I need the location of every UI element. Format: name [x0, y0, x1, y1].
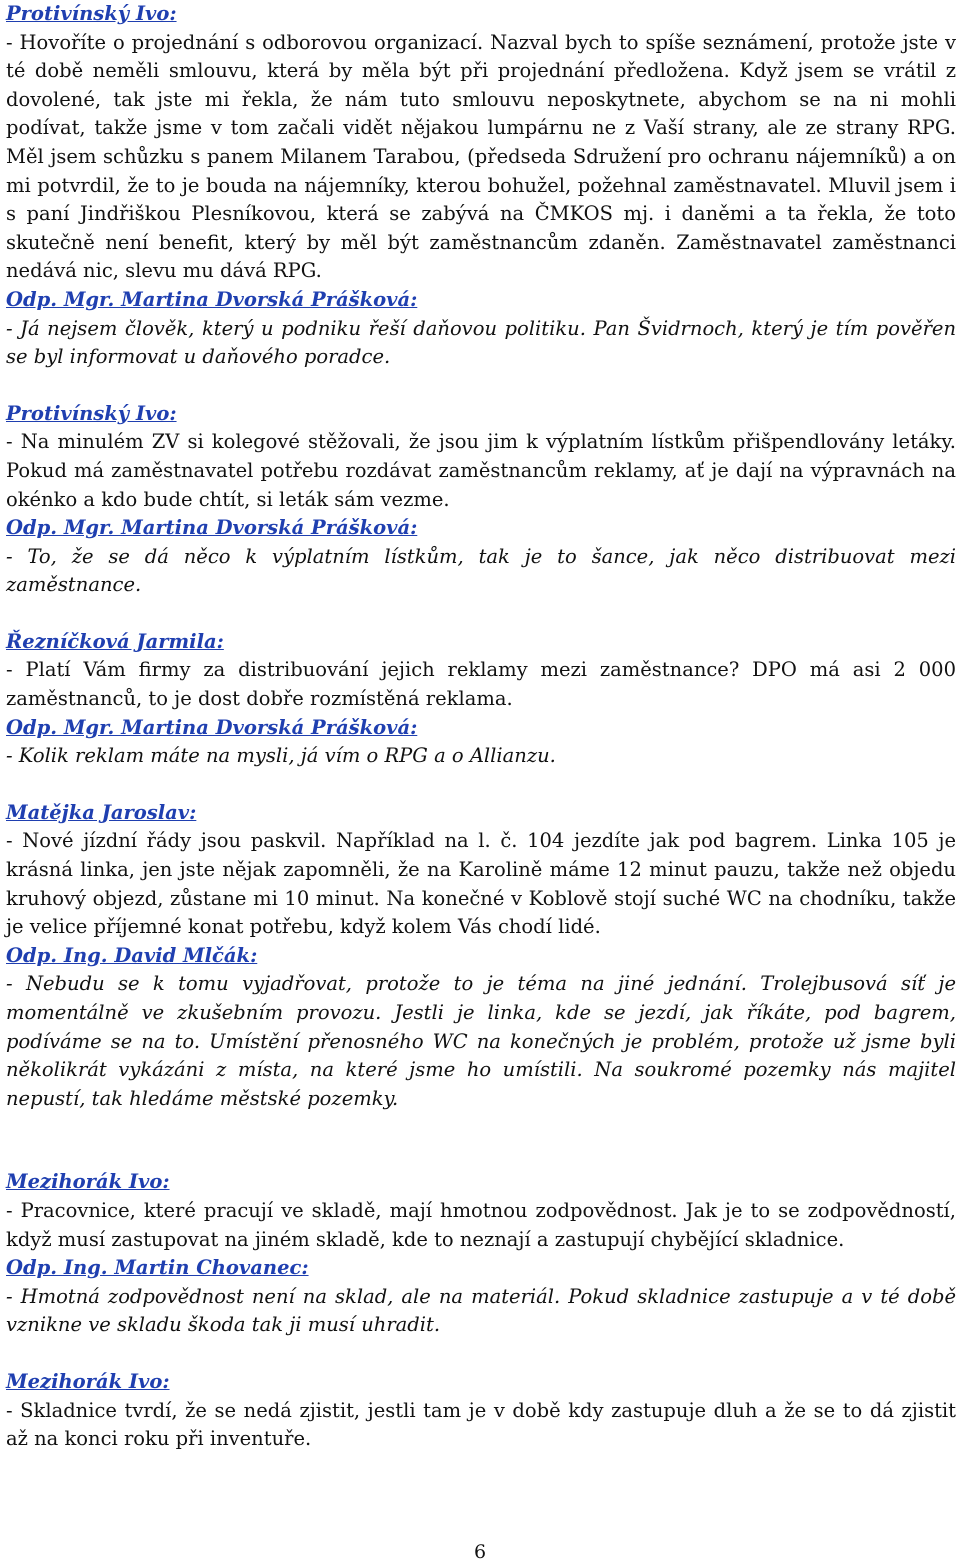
speaker-statement: - Skladnice tvrdí, že se nedá zjistit, jestli tam je v době kdy zastupuje dluh a že se to dá zjistit až na konci roku při inventuře.: [6, 1398, 956, 1451]
spacer: [6, 1340, 956, 1368]
reply-text: - To, že se dá něco k výplatním lístkům, tak je to šance, jak něco distribuovat mezi zaměstnance.: [6, 544, 956, 597]
reply-text: - Kolik reklam máte na mysli, já vím o RPG a o Allianzu.: [6, 744, 556, 768]
document-page: [6, 0, 956, 1454]
speaker-name: Protivínský Ivo:: [6, 2, 177, 25]
discussion-entry-5: [6, 1168, 956, 1340]
speaker-statement: - Nové jízdní řády jsou paskvil. Například na l. č. 104 jezdíte jak pod bagrem. Linka 105 je krásná linka, jen jste nějak zapomněli, že na Karolině máme 12 minut pauzu, takže než objedu kruhový objezd, zůstane mi 10 minut. Na konečné v Koblově stojí suché WC na chodníku, takže je velice příjemné konat potřebu, když kolem Vás chodí lidé.: [6, 829, 956, 939]
discussion-entry-2: [6, 400, 956, 600]
spacer: [6, 372, 956, 400]
reply-text: - Já nejsem člověk, který u podniku řeší daňovou politiku. Pan Švidrnoch, který je tím pověřen se byl informovat u daňového poradce.: [6, 316, 956, 369]
speaker-name: Mezihorák Ivo:: [6, 1369, 170, 1393]
speaker-name: Matějka Jaroslav:: [6, 800, 197, 824]
spacer: [6, 1113, 956, 1168]
reply-label: Odp. Ing. Martin Chovanec:: [6, 1256, 309, 1280]
reply-label: Odp. Mgr. Martina Dvorská Prášková:: [6, 715, 418, 739]
speaker-name: Řezníčková Jarmila:: [6, 629, 224, 653]
discussion-entry-3: [6, 628, 956, 771]
spacer: [6, 771, 956, 799]
speaker-name: Mezihorák Ivo:: [6, 1170, 170, 1194]
reply-text: - Hmotná zodpovědnost není na sklad, ale na materiál. Pokud skladnice zastupuje a v té době vznikne ve skladu škoda tak ji musí uhradit.: [6, 1284, 956, 1337]
discussion-entry-1: [6, 0, 956, 372]
reply-label: Odp. Mgr. Martina Dvorská Prášková:: [6, 516, 418, 540]
page-number: 6: [473, 1541, 487, 1563]
speaker-statement: - Hovoříte o projednání s odborovou organizací. Nazval bych to spíše seznámení, protože jste v té době neměli smlouvu, která by měla být při projednání předložena. Když jsem se vrátil z dovolené, tak jste mi řekla, že nám tuto smlouvu neposkytnete, abychom se na ni mohli podívat, takže jsme v tom začali vidět nějakou lumpárnu ne z Vaší strany, ale ze strany RPG. Měl jsem schůzku s panem Milanem Tarabou, (předseda Sdružení pro ochranu nájemníků) a on mi potvrdil, že to je bouda na nájemníky, kterou bohužel, požehnal zaměstnavatel. Mluvil jsem i s paní Jindřiškou Plesníkovou, která se zabývá na ČMKOS mj. i daněmi a ta řekla, že toto skutečně není benefit, který by měl být zaměstnancům zdaněn. Zaměstnavatel zaměstnanci nedává nic, slevu mu dává RPG.: [6, 30, 956, 283]
speaker-statement: - Pracovnice, které pracují ve skladě, mají hmotnou zodpovědnost. Jak je to se zodpovědností, když musí zastupovat na jiném skladě, kde to neznají a zastupují chybějící skladnice.: [6, 1198, 956, 1251]
speaker-statement: - Platí Vám firmy za distribuování jejich reklamy mezi zaměstnance? DPO má asi 2 000 zaměstnanců, to je dost dobře rozmístěná reklama.: [6, 658, 956, 711]
speaker-name: Protivínský Ivo:: [6, 401, 177, 425]
discussion-entry-6: [6, 1368, 956, 1454]
reply-label: Odp. Mgr. Martina Dvorská Prášková:: [6, 287, 418, 311]
reply-label: Odp. Ing. David Mlčák:: [6, 943, 258, 967]
speaker-statement: - Na minulém ZV si kolegové stěžovali, že jsou jim k výplatním lístkům přišpendlovány letáky. Pokud má zaměstnavatel potřebu rozdávat zaměstnancům reklamy, ať je dají na výpravnách na okénko a kdo bude chtít, si leták sám vezme.: [6, 430, 956, 511]
discussion-entry-4: [6, 799, 956, 1114]
reply-text: - Nebudu se k tomu vyjadřovat, protože to je téma na jiné jednání. Trolejbusová síť je momentálně ve zkušebním provozu. Jestli je linka, kde se jezdí, jak říkáte, pod bagrem, podíváme se na to. Umístění přenosného WC na konečných je problém, protože už jsme byli několikrát vykázáni z místa, na které jsme ho umístili. Na soukromé pozemky nás majitel nepustí, tak hledáme městské pozemky.: [6, 972, 956, 1110]
spacer: [6, 600, 956, 628]
